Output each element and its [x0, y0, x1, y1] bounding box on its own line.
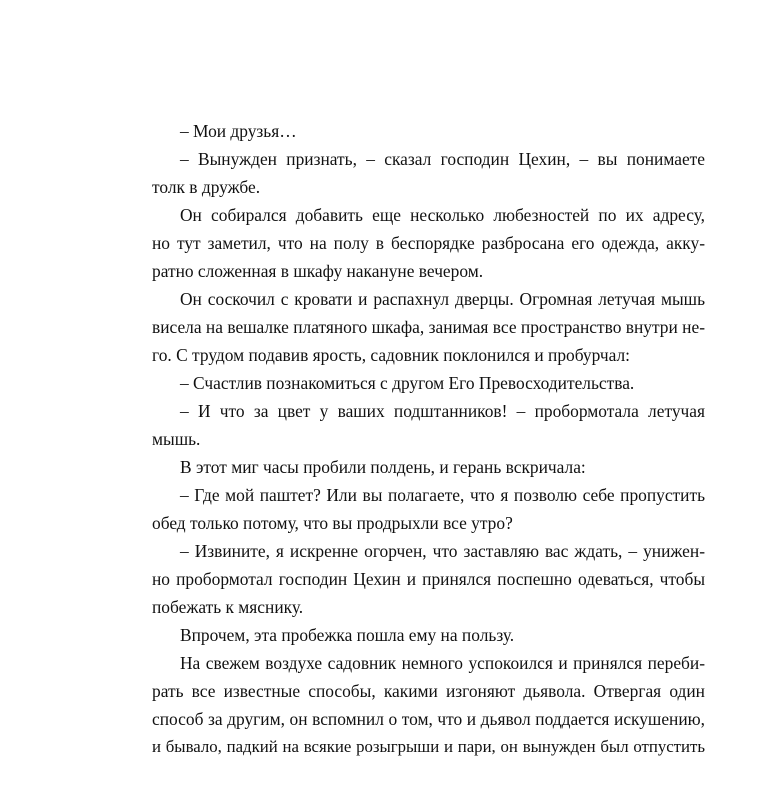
text-line: Он соскочил с кровати и распахнул дверцы. Огромная летучая мышь	[180, 289, 705, 309]
text-line: но пробормотал господин Цехин и принялся поспешно одеваться, чтобы	[152, 569, 705, 589]
text-line: побежать к мяснику.	[152, 597, 304, 617]
text-line: – Где мой паштет? Или вы полагаете, что я позволю себе пропустить	[180, 485, 705, 505]
text-line: – И что за цвет у ваших подштанников! – пробормотала летучая	[180, 401, 705, 421]
text-line: – Мои друзья…	[180, 121, 297, 141]
text-line: В этот миг часы пробили полдень, и герань вскричала:	[180, 457, 586, 477]
text-line: На свежем воздухе садовник немного успокоился и принялся переби-	[180, 653, 705, 673]
text-line: но тут заметил, что на полу в беспорядке разбросана его одежда, акку-	[152, 233, 705, 253]
text-line: рать все известные способы, какими изгоняют дьявола. Отвергая один	[152, 681, 705, 701]
text-line: – Вынужден признать, – сказал господин Цехин, – вы понимаете	[180, 149, 705, 169]
text-line: способ за другим, он вспомнил о том, что и дьявол поддается искушению,	[152, 709, 705, 729]
text-line: Он собирался добавить еще несколько любезностей по их адресу,	[180, 205, 705, 225]
text-line: – Счастлив познакомиться с другом Его Превосходительства.	[180, 373, 635, 393]
text-line: толк в дружбе.	[152, 177, 261, 197]
text-line: висела на вешалке платяного шкафа, занимая все пространство внутри не-	[152, 317, 705, 337]
text-line: Впрочем, эта пробежка пошла ему на пользу.	[180, 625, 515, 645]
text-line: ратно сложенная в шкафу накануне вечером.	[152, 261, 484, 281]
text-line: – Извините, я искренне огорчен, что заставляю вас ждать, – унижен-	[180, 541, 705, 561]
text-line: го. С трудом подавив ярость, садовник поклонился и пробурчал:	[152, 345, 631, 365]
text-line: мышь.	[152, 429, 201, 449]
text-line: обед только потому, что вы продрыхли все утро?	[152, 513, 513, 533]
text-line: и бывало, падкий на всякие розыгрыши и пари, он вынужден был отпустить	[152, 737, 705, 756]
